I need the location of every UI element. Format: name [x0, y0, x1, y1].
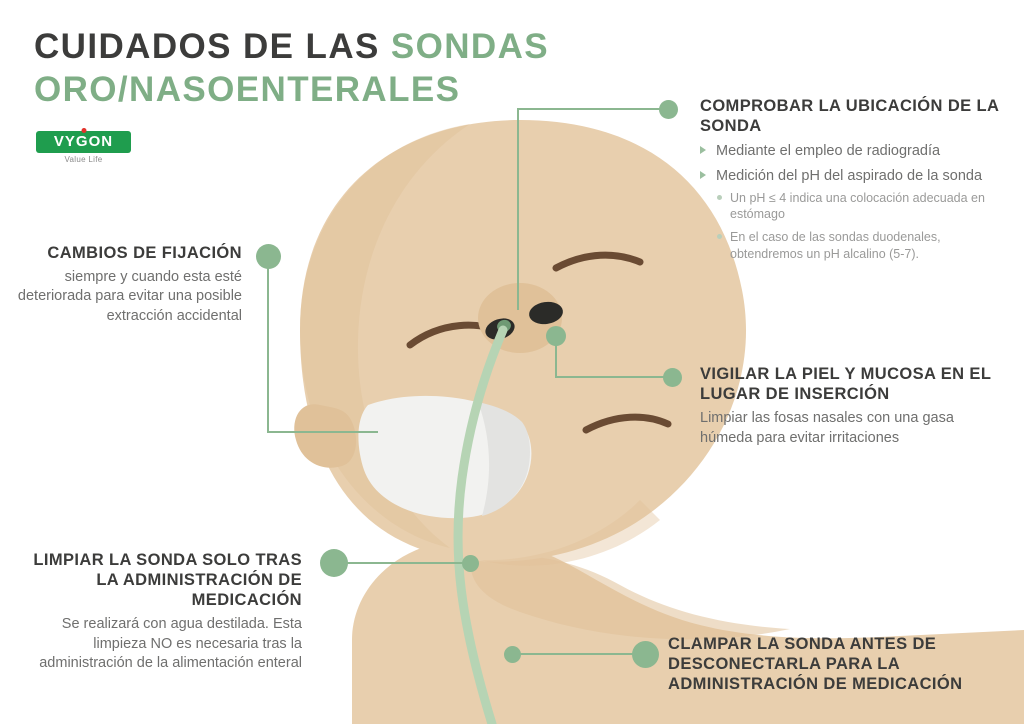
- triangle-bullet-icon: [700, 171, 706, 179]
- page-title: [34, 26, 634, 111]
- subbullet-text: En el caso de las sondas duodenales, obtendremos un pH alcalino (5-7).: [730, 230, 941, 261]
- title-line-2: ORO/NASOENTERALES: [34, 69, 461, 109]
- node-clampar-sonda: [632, 641, 659, 668]
- logo-brand-text: VYGON: [53, 133, 114, 150]
- callout-limpiar-sonda: [30, 550, 302, 673]
- node-limpiar-sonda-end: [462, 555, 479, 572]
- node-cambios-fijacion: [256, 244, 281, 269]
- callout-comprobar-ubicacion: [700, 96, 1000, 269]
- callout-body: Limpiar las fosas nasales con una gasa húmeda para evitar irritaciones: [700, 410, 954, 446]
- title-part-green: SONDAS: [390, 27, 550, 66]
- logo-tagline: Value Life: [64, 155, 103, 164]
- title-line-1: [34, 26, 634, 69]
- callout-heading: COMPROBAR LA UBICACIÓN DE LA SONDA: [700, 97, 999, 136]
- title-part-dark: CUIDADOS DE LAS: [34, 27, 391, 66]
- logo-dot-icon: [81, 128, 86, 133]
- node-limpiar-sonda: [320, 549, 348, 577]
- callout-body: siempre y cuando esta esté deteriorada para evitar una posible extracción accidental: [17, 269, 242, 324]
- dot-bullet-icon: [717, 234, 722, 239]
- callout-heading: LIMPIAR LA SONDA SOLO TRAS LA ADMINISTRACIÓN DE MEDICACIÓN: [33, 551, 302, 610]
- callout-bullet-list: [700, 142, 1000, 262]
- callout-body: Se realizará con agua destilada. Esta limpieza NO es necesaria tras la administración de la alimentación enteral: [39, 616, 302, 671]
- subbullet-item: [716, 229, 1000, 262]
- callout-clampar-sonda: [668, 634, 1016, 699]
- bullet-item: [700, 142, 1000, 161]
- callout-cambios-fijacion: [10, 243, 242, 326]
- bullet-item: [700, 167, 1000, 262]
- triangle-bullet-icon: [700, 146, 706, 154]
- callout-subbullet-list: [716, 190, 1000, 262]
- callout-heading: VIGILAR LA PIEL Y MUCOSA EN EL LUGAR DE INSERCIÓN: [700, 365, 992, 404]
- node-vigilar-piel: [663, 368, 682, 387]
- callout-heading: CLAMPAR LA SONDA ANTES DE DESCONECTARLA PARA LA ADMINISTRACIÓN DE MEDICACIÓN: [668, 635, 963, 694]
- node-clampar-sonda-end: [504, 646, 521, 663]
- subbullet-text: Un pH ≤ 4 indica una colocación adecuada en estómago: [730, 190, 985, 222]
- node-comprobar-ubicacion: [659, 100, 678, 119]
- vygon-logo: [36, 131, 131, 164]
- logo-badge: [36, 131, 131, 153]
- dot-bullet-icon: [717, 195, 722, 200]
- subbullet-item: [716, 190, 1000, 223]
- callout-vigilar-piel: [700, 364, 1000, 448]
- callout-heading: CAMBIOS DE FIJACIÓN: [47, 244, 242, 262]
- bullet-text: Medición del pH del aspirado de la sonda: [716, 168, 983, 185]
- node-nose-anchor: [546, 326, 566, 346]
- bullet-text: Mediante el empleo de radiogradía: [716, 143, 941, 160]
